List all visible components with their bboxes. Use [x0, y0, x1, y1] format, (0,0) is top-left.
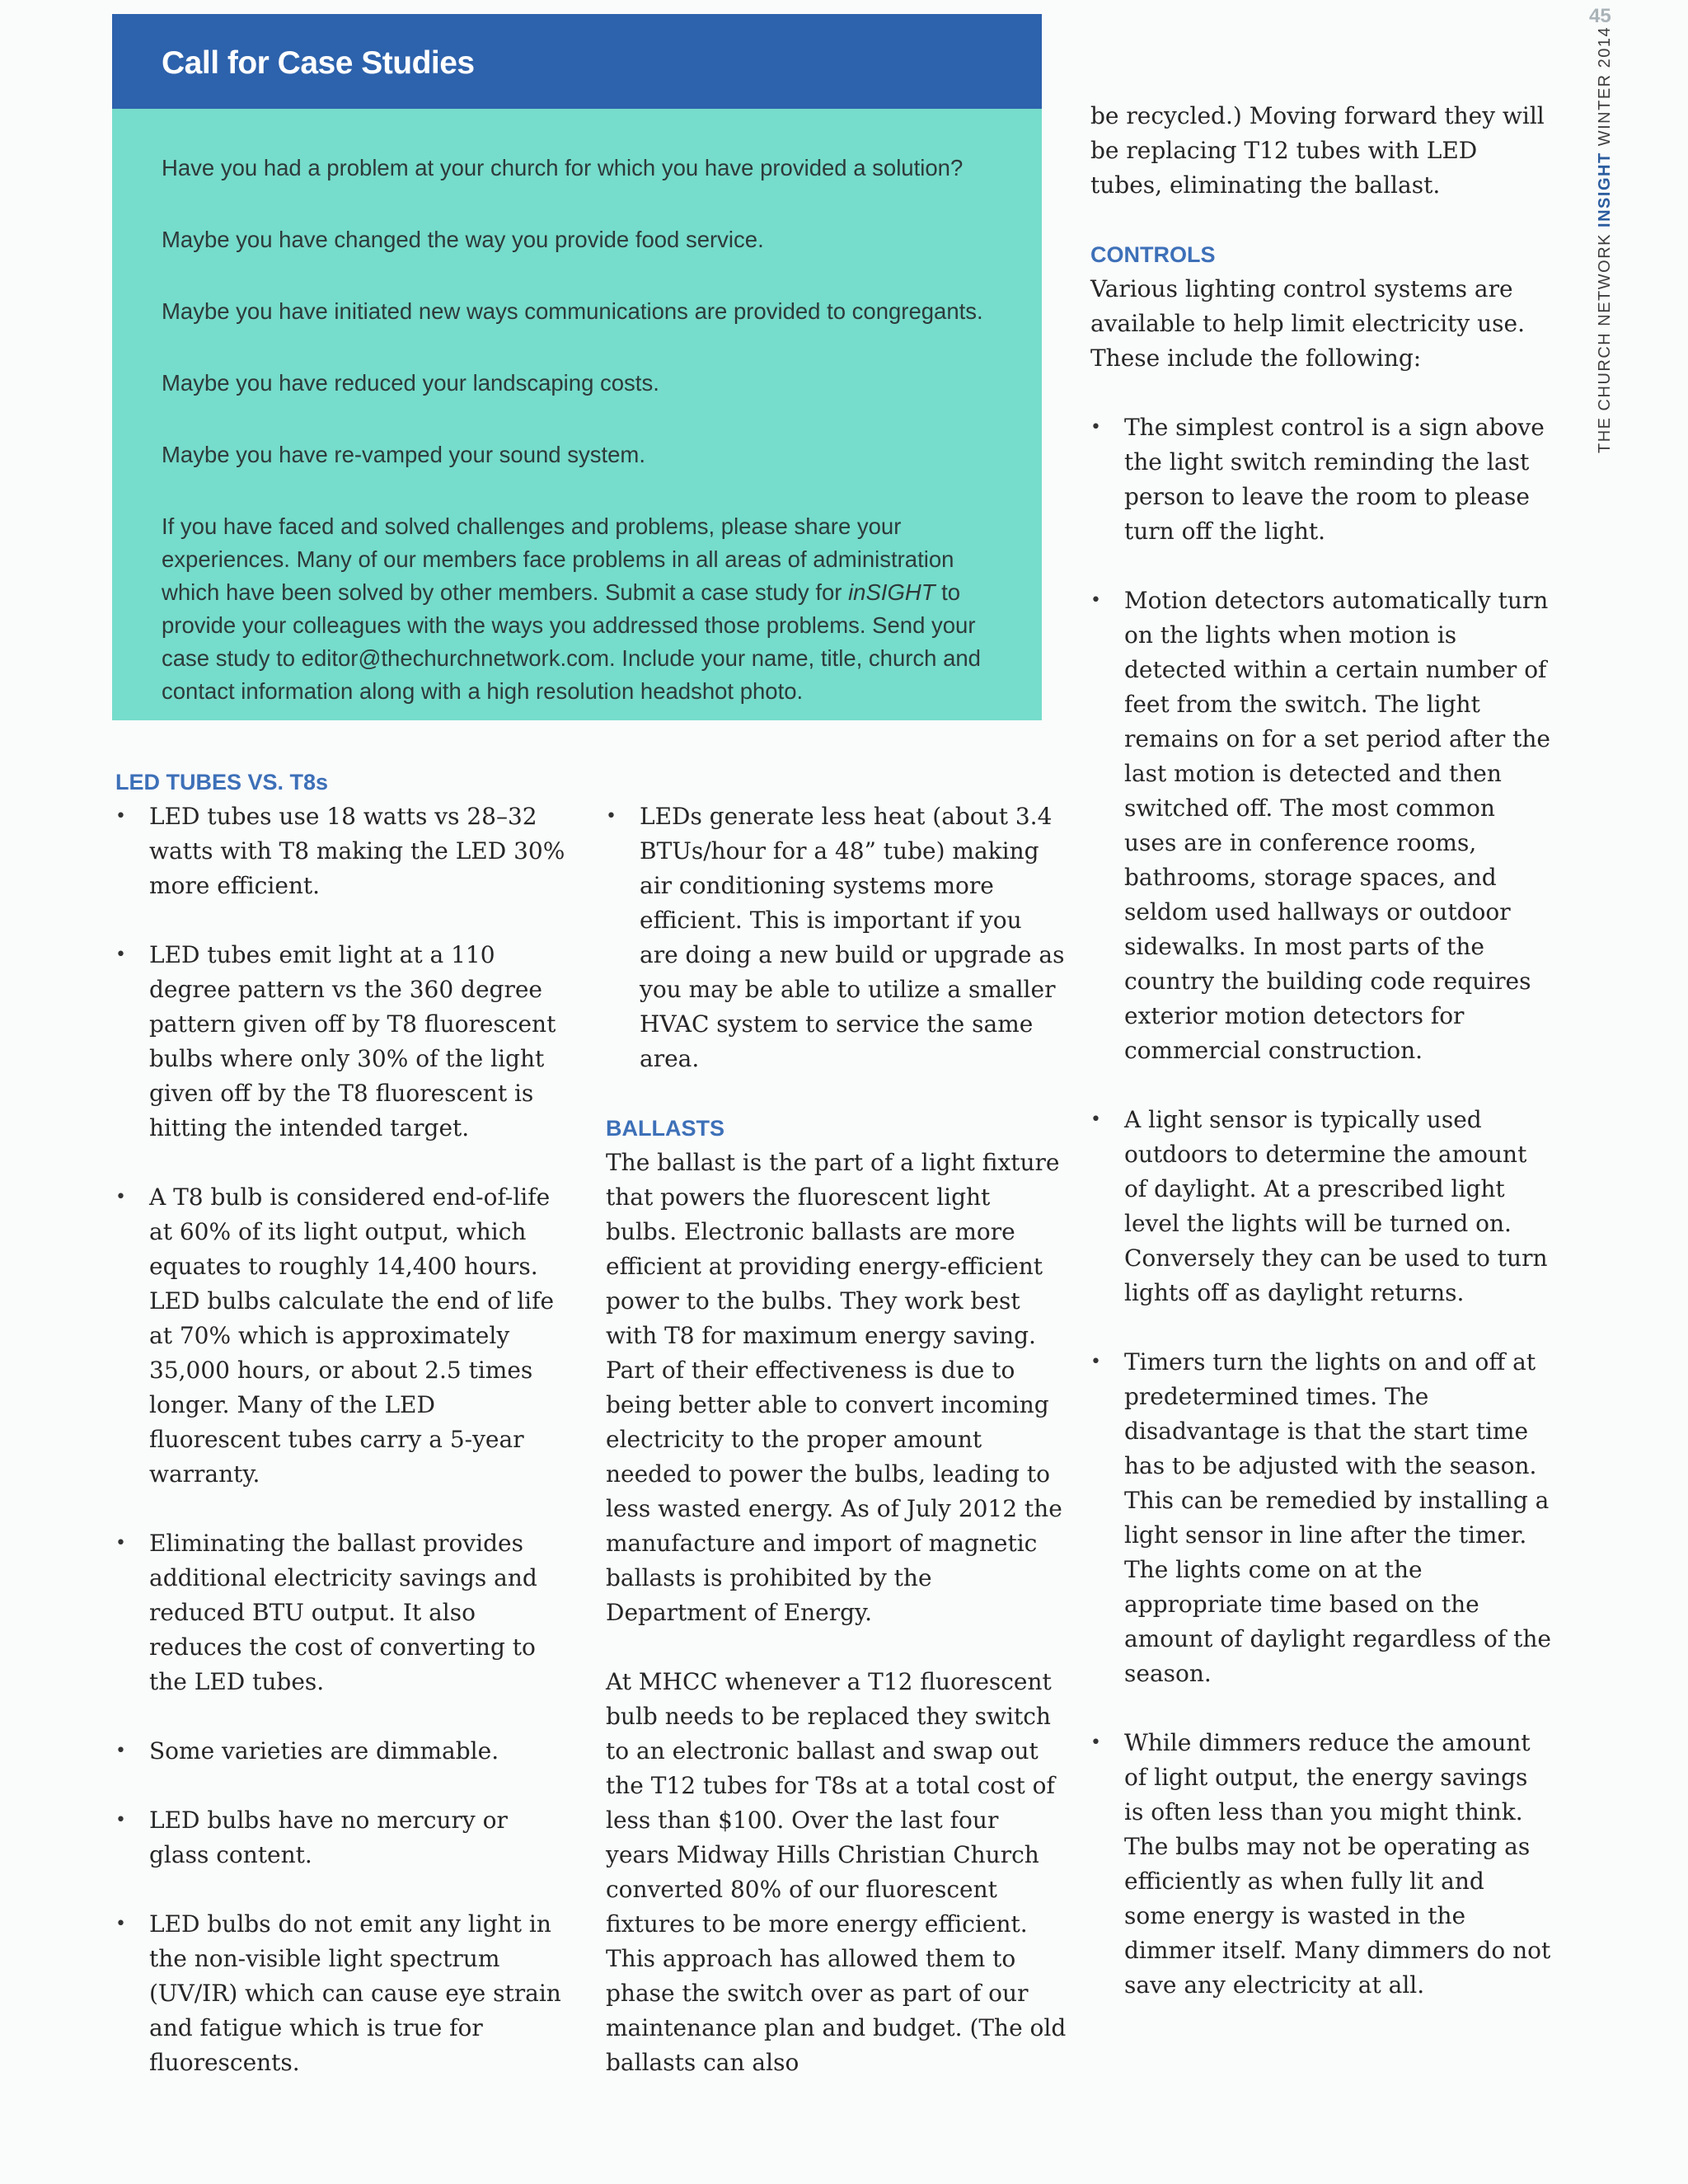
callout-line: Maybe you have initiated new ways communications are provided to congregants. — [162, 298, 983, 324]
list-item: • LED bulbs do not emit any light in the non-visible light spectrum (UV/IR) which can cause eye strain and fatigue which is true for fluorescents. — [115, 1907, 573, 2080]
running-header-suffix: WINTER 2014 — [1596, 26, 1614, 152]
running-header-text — [1592, 26, 1617, 453]
callout-paragraph-text: to provide your colleagues with the ways you addressed those problems. Send your case study to editor@thechurchnetwork.com. Include your name, title, church and contact information along with a high resolution headshot photo. — [162, 579, 981, 704]
list-item: • LED tubes emit light at a 110 degree pattern vs the 360 degree pattern given off by T8 fluorescent bulbs where only 30% of the light given off by the T8 fluorescent is hitting the intended target. — [115, 938, 573, 1146]
column-right — [1090, 99, 1552, 2037]
callout-line: Maybe you have reduced your landscaping costs. — [162, 370, 659, 396]
controls-intro: Various lighting control systems are available to help limit electricity use. These include the following: — [1090, 275, 1525, 372]
list-item: • Some varieties are dimmable. — [115, 1734, 573, 1769]
controls-bullet-list — [1090, 410, 1552, 2003]
running-header-brand: INSIGHT — [1596, 152, 1614, 227]
list-item: • LED tubes use 18 watts vs 28–32 watts with T8 making the LED 30% more efficient. — [115, 799, 573, 903]
list-item: • The simplest control is a sign above the light switch reminding the last person to leave the room to please turn off the light. — [1090, 410, 1552, 549]
list-item: • LED bulbs have no mercury or glass content. — [115, 1803, 573, 1872]
callout-paragraph — [162, 510, 1009, 708]
callout-title: Call for Case Studies — [162, 45, 475, 81]
callout-line: Have you had a problem at your church for which you have provided a solution? — [162, 155, 964, 180]
list-item: • A light sensor is typically used outdoors to determine the amount of daylight. At a prescribed light level the lights will be turned on. Conversely they can be used to turn lights off as daylight returns. — [1090, 1103, 1552, 1310]
callout-line: Maybe you have re-vamped your sound system. — [162, 442, 645, 467]
ballasts-continuation: be recycled.) Moving forward they will be replacing T12 tubes with LED tubes, eliminating the ballast. — [1090, 102, 1545, 199]
ballasts-paragraph: The ballast is the part of a light fixture that powers the fluorescent light bulbs. Electronic ballasts are more efficient at providing energy-efficient power to the bulbs. They work best with T8 for maximum energy saving. Part of their effectiveness is due to being better able to convert incoming electricity to the proper amount needed to power the bulbs, leading to less wasted energy. As of July 2012 the manufacture and import of magnetic ballasts is prohibited by the Department of Energy. — [606, 1149, 1062, 1626]
page-number: 45 — [1589, 5, 1611, 27]
list-item: • A T8 bulb is considered end-of-life at 60% of its light output, which equates to roughly 14,400 hours. LED bulbs calculate the end of life at 70% which is approximately 35,000 hours, or about 2.5 times longer. Many of the LED fluorescent tubes carry a 5-year warranty. — [115, 1180, 573, 1492]
column-left — [115, 765, 573, 2115]
callout-box — [112, 109, 1042, 720]
callout-line: Maybe you have changed the way you provide food service. — [162, 227, 764, 252]
list-item: • LEDs generate less heat (about 3.4 BTUs/hour for a 48” tube) making air conditioning systems more efficient. This is important if you are doing a new build or upgrade as you may be able to utilize a smaller HVAC system to service the same area. — [606, 799, 1067, 1076]
list-item: • Motion detectors automatically turn on the lights when motion is detected within a certain number of feet from the switch. The light remains on for a set period after the last motion is detected and then switched off. The most common uses are in conference rooms, bathrooms, storage spaces, and seldom used hallways or outdoor sidewalks. In most parts of the country the building code requires exterior motion detectors for commercial construction. — [1090, 583, 1552, 1068]
ballasts-paragraph: At MHCC whenever a T12 fluorescent bulb needs to be replaced they switch to an electronic ballast and swap out the T12 tubes for T8s at a total cost of less than $100. Over the last four years Midway Hills Christian Church converted 80% of our fluorescent fixtures to be more energy efficient. This approach has allowed them to phase the switch over as part of our maintenance plan and budget. (The old ballasts can also — [606, 1668, 1067, 2076]
running-header — [1592, 26, 1617, 453]
list-item: • Timers turn the lights on and off at predetermined times. The disadvantage is that the start time has to be adjusted with the season. This can be remedied by installing a light sensor in line after the timer. The lights come on at the appropriate time based on the amount of daylight regardless of the season. — [1090, 1345, 1552, 1691]
publication-name: inSIGHT — [848, 579, 935, 605]
led-bullet-list-continued — [606, 799, 1067, 1076]
led-bullet-list — [115, 799, 573, 2080]
running-header-prefix: THE CHURCH NETWORK — [1596, 227, 1614, 453]
callout-header — [112, 14, 1042, 109]
column-middle — [606, 799, 1067, 2080]
controls-heading: CONTROLS — [1090, 242, 1216, 267]
led-heading: LED TUBES VS. T8s — [115, 770, 329, 794]
ballasts-heading: BALLASTS — [606, 1116, 724, 1141]
list-item: • While dimmers reduce the amount of light output, the energy savings is often less than you might think. The bulbs may not be operating as efficiently as when fully lit and some energy is wasted in the dimmer itself. Many dimmers do not save any electricity at all. — [1090, 1726, 1552, 2003]
list-item: • Eliminating the ballast provides additional electricity savings and reduced BTU output. It also reduces the cost of converting to the LED tubes. — [115, 1526, 573, 1699]
callout-paragraph-text: If you have faced and solved challenges and problems, please share your experiences. Many of our members face problems in all areas of administration which have been solved by other members. Submit a case study for — [162, 513, 954, 605]
